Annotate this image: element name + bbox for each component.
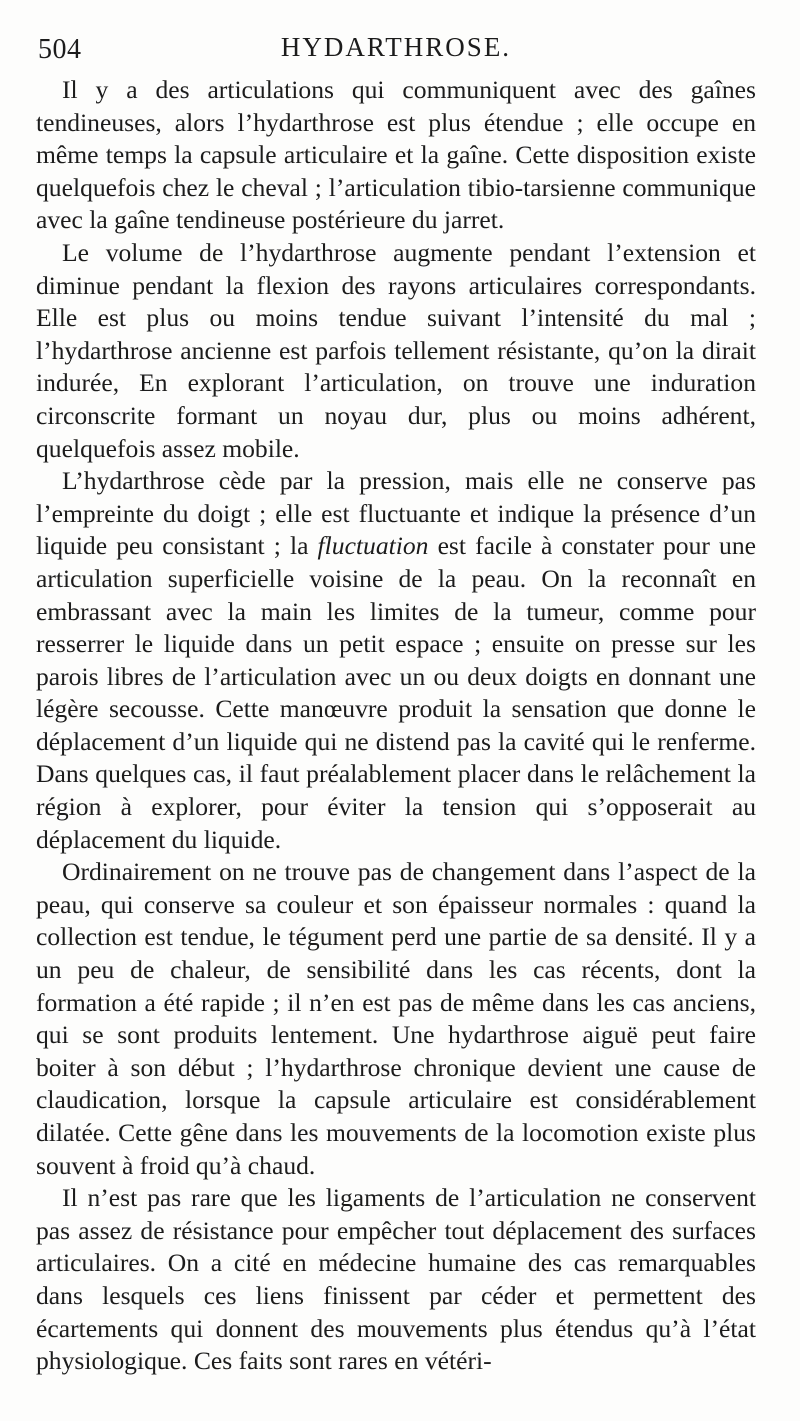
page-number: 504 (38, 34, 82, 65)
paragraph: Ordinairement on ne trouve pas de changement dans l’aspect de la peau, qui conserve sa couleur et son épaisseur normales : quand la collection est tendue, le tégument perd une partie de sa densité. Il y a un peu de chaleur, de sensibilité dans les cas récents, dont la formation a été rapide ; il n’en est pas de même dans les cas anciens, qui se sont produits lentement. Une hydarthrose aiguë peut faire boiter à son début ; l’hydarthrose chronique devient une cause de claudication, lorsque la capsule articulaire est considérablement dilatée. Cette gêne dans les mouvements de la locomotion existe plus souvent à froid qu’à chaud. (36, 857, 756, 1180)
paragraph-text: L’hydarthrose cède par la pression, mais elle ne conserve pas l’empreinte du doigt ; elle est fluctuante et indique la présence d’un liquide peu consistant ; la (36, 466, 756, 561)
paragraph: Le volume de l’hydarthrose augmente pendant l’extension et diminue pendant la flexion des rayons articulaires correspondants. Elle est plus ou moins tendue suivant l’intensité du mal ; l’hydarthrose ancienne est parfois tellement résistante, qu’on la dirait indurée, En explorant l’articulation, on trouve une induration circonscrite formant un noyau dur, plus ou moins adhérent, quelquefois assez mobile. (36, 237, 756, 463)
paragraph-text: est facile à constater pour une articulation superficielle voisine de la peau. On la reconnaît en embrassant avec la main les limites de la tumeur, comme pour resserrer le liquide dans un petit espace ; ensuite on presse sur les parois libres de l’articulation avec un ou deux doigts en donnant une légère secousse. Cette manœuvre produit la sensation que donne le déplacement d’un liquide qui ne distend pas la cavité qui le renferme. Dans quelques cas, il faut préalablement placer dans le relâchement la région à explorer, pour éviter la tension qui s’opposerait au déplacement du liquide. (36, 531, 756, 854)
page-header (36, 28, 756, 72)
emphasized-term: fluctuation (317, 531, 429, 561)
paragraph (36, 465, 756, 856)
body-text (36, 74, 756, 1378)
paragraph: Il n’est pas rare que les ligaments de l’articulation ne conservent pas assez de résistance pour empêcher tout déplacement des surfaces articulaires. On a cité en médecine humaine des cas remarquables dans lesquels ces liens finissent par céder et permettent des écartements qui donnent des mouvements plus étendus qu’à l’état physiologique. Ces faits sont rares en vétéri- (36, 1183, 756, 1376)
paragraph: Il y a des articulations qui communiquent avec des gaînes tendineuses, alors l’hydarthrose est plus étendue ; elle occupe en même temps la capsule articulaire et la gaîne. Cette disposition existe quelquefois chez le cheval ; l’articulation tibio-tarsienne communique avec la gaîne tendineuse postérieure du jarret. (36, 75, 756, 235)
running-title: HYDARTHROSE. (280, 32, 512, 62)
